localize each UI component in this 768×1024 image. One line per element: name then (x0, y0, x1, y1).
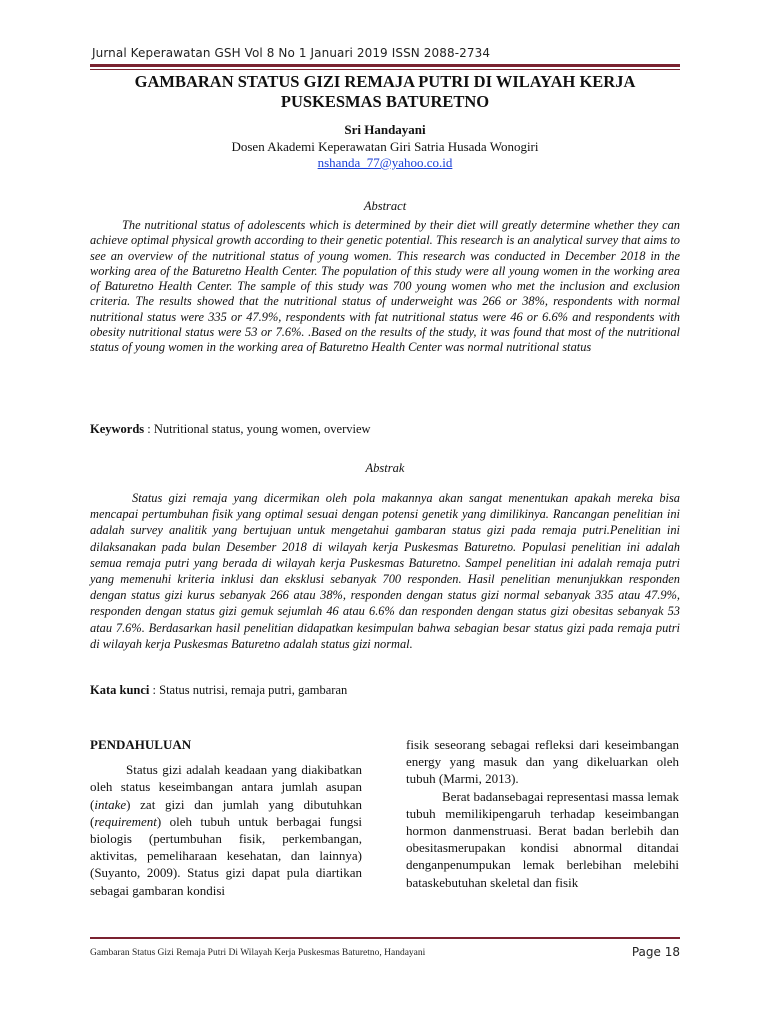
body-column-right (406, 736, 679, 891)
header-rule-thin (90, 69, 680, 70)
footer-rule (90, 937, 680, 939)
intro-paragraph-3: Berat badansebagai representasi massa lemak tubuh memilikipengaruh terhadap keseimbangan hormon danmenstruasi. Berat badan berlebih dan obesitasmerupakan kondisi abnormal ditandai denganpenumpukan lemak berlebihan melebihi bataskebutuhan skeletal dan fisik (406, 788, 679, 890)
header-rule-thick (90, 64, 680, 67)
intro-paragraph-1 (90, 761, 362, 899)
kata-kunci-label: Kata kunci (90, 683, 150, 697)
abstract-heading: Abstract (363, 199, 407, 213)
email-link[interactable]: nshanda_77@yahoo.co.id (317, 155, 453, 170)
kata-kunci-text: : Status nutrisi, remaja putri, gambaran (149, 683, 348, 697)
abstrak-heading: Abstrak (365, 461, 405, 475)
author-affiliation: Dosen Akademi Keperawatan Giri Satria Husada Wonogiri (231, 139, 539, 154)
keywords-line (90, 422, 680, 437)
intro-text-c: ) oleh tubuh untuk berbagai fungsi biologis (pertumbuhan fisik, perkembangan, aktivitas, pemeliharaan kesehatan, dan lainnya) (Suyanto, 2009). Status gizi dapat pula diartikan sebagai gambaran kondisi (90, 813, 362, 898)
abstract-body: The nutritional status of adolescents which is determined by their diet will greatly determine whether they can achieve optimal physical growth according to their genetic potential. This research is an analytical survey that aims to see an overview of the nutritional status of young women. This research was conducted in December 2018 in the working area of the Baturetno Health Center. The population of this study were all young women in the working area of Baturetno Health Center. The sample of this study was 700 young women who met the inclusion and exclusion criteria. The results showed that the nutritional status of underweight was 266 or 38%, respondents with normal nutritional status were 335 or 47.9%, respondents with fat nutritional status were 46 or 6.6% and respondents with obesity nutritional status were 53 or 7.6%. .Based on the results of the study, it was found that most of the nutritional status of young women in the working area of Baturetno Health Center was normal nutritional status (90, 218, 680, 355)
author-name: Sri Handayani (344, 122, 426, 137)
intro-term-intake: intake (94, 796, 127, 812)
title-line-1: GAMBARAN STATUS GIZI REMAJA PUTRI DI WILAYAH KERJA (134, 72, 636, 91)
keywords-label: Keywords (90, 422, 145, 436)
footer-page-number: Page 18 (631, 945, 680, 959)
title-line-2: PUSKESMAS BATURETNO (280, 92, 490, 111)
intro-text-b: ) zat gizi dan jumlah yang dibutuhkan ( (90, 796, 362, 829)
intro-paragraph-2: fisik seseorang sebagai refleksi dari keseimbangan energy yang masuk dan yang dikeluarkan oleh tubuh (Marmi, 2013). (406, 737, 679, 787)
body-column-left (90, 736, 362, 899)
article-title (90, 72, 680, 112)
footer-running-title: Gambaran Status Gizi Remaja Putri Di Wilayah Kerja Puskesmas Baturetno, Handayani (90, 948, 426, 958)
journal-header: Jurnal Keperawatan GSH Vol 8 No 1 Januari 2019 ISSN 2088-2734 (92, 46, 491, 60)
kata-kunci-line (90, 683, 680, 698)
author-email (90, 155, 680, 171)
intro-text-a: Status gizi adalah keadaan yang diakibatkan oleh status keseimbangan antara jumlah asupan ( (90, 762, 362, 812)
keywords-text: : Nutritional status, young women, overview (144, 422, 371, 436)
intro-term-requirement: requirement (94, 813, 157, 829)
section-heading-pendahuluan: PENDAHULUAN (90, 737, 192, 752)
abstrak-body: Status gizi remaja yang dicermikan oleh pola makannya akan sangat menentukan apakah mereka bisa mencapai pertumbuhan fisik yang optimal sesuai dengan potensi genetik yang dimilikinya. Rancangan penelitian ini adalah survey analitik yang bertujuan untuk mengetahui gambaran status gizi pada remaja putri.Penelitian ini dilaksanakan pada bulan Desember 2018 di wilayah kerja Puskesmas Baturetno. Populasi penelitian ini adalah semua remaja putri yang berada di wilayah kerja Puskesmas Baturetno. Sampel penelitian ini adalah remaja putri yang memenuhi kriteria inklusi dan eksklusi sebanyak 700 responden. Hasil penelitian menunjukkan responden dengan status gizi kurus sebanyak 266 atau 38%, responden dengan status gizi normal sebanyak 335 atau 47.9%, responden dengan status gizi gemuk sejumlah 46 atau 6.6% dan responden dengan status gizi obesitas sebanyak 53 atau 7.6%. Berdasarkan hasil penelitian didapatkan kesimpulan bahwa sebagian besar status gizi pada remaja putri di wilayah kerja Puskesmas Baturetno adalah status gizi normal. (90, 491, 680, 651)
